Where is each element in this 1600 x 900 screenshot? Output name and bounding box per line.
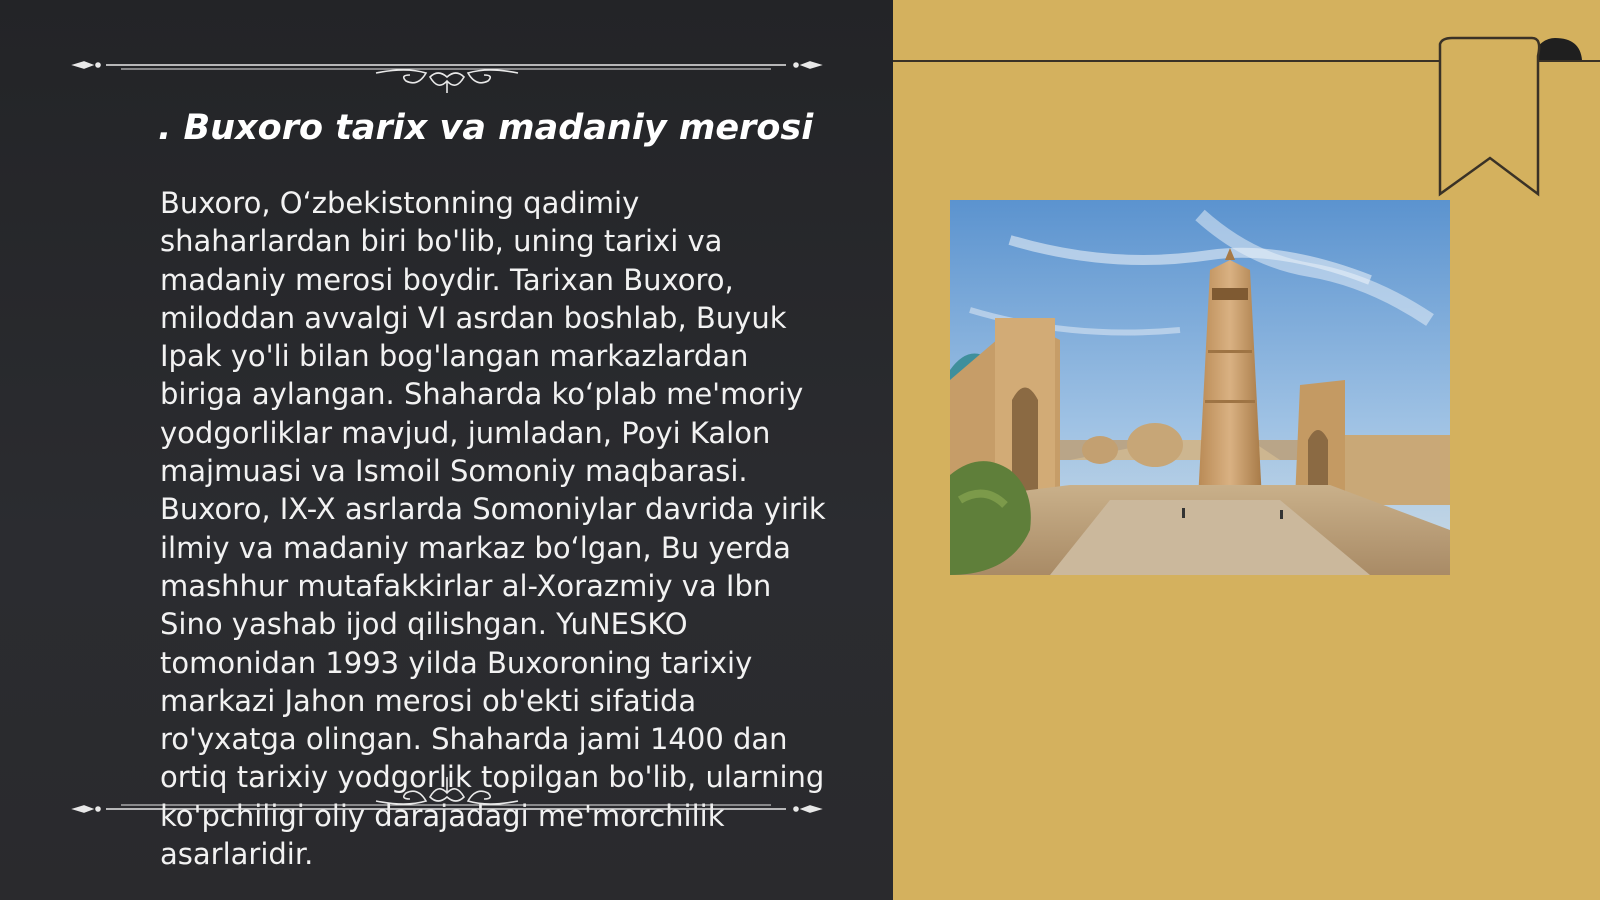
bookmark-ribbon-icon	[1430, 34, 1590, 199]
slide-title: . Buxoro tarix va madaniy merosi	[158, 108, 814, 148]
scroll-ornament-bottom	[66, 775, 828, 825]
slide-body-text: Buxoro, O‘zbekistonning qadimiy shaharlardan biri bo'lib, uning tarixi va madaniy merosi boydir. Tarixan Buxoro, miloddan avvalgi VI asrdan boshlab, Buyuk Ipak yo'li bilan bog'langan markazlardan biriga aylangan. Shaharda ko‘plab me'moriy yodgorliklar mavjud, jumladan, Poyi Kalon majmuasi va Ismoil Somoniy maqbarasi. Buxoro, IX-X asrlarda Somoniylar davrida yirik ilmiy va madaniy markaz bo‘lgan, Bu yerda mashhur mutafakkirlar al-Xorazmiy va Ibn Sino yashab ijod qilishgan. YuNESKO tomonidan 1993 yilda Buxoroning tarixiy markazi Jahon merosi ob'ekti sifatida ro'yxatga olingan. Shaharda jami 1400 dan ortiq tarixiy yodgorlik topilgan bo'lib, ularning ko'pchiligi oliy darajadagi me'morchilik asarlaridir.	[160, 186, 826, 872]
scroll-ornament-top	[66, 43, 828, 93]
bukhara-poi-kalon-photo	[950, 200, 1450, 575]
